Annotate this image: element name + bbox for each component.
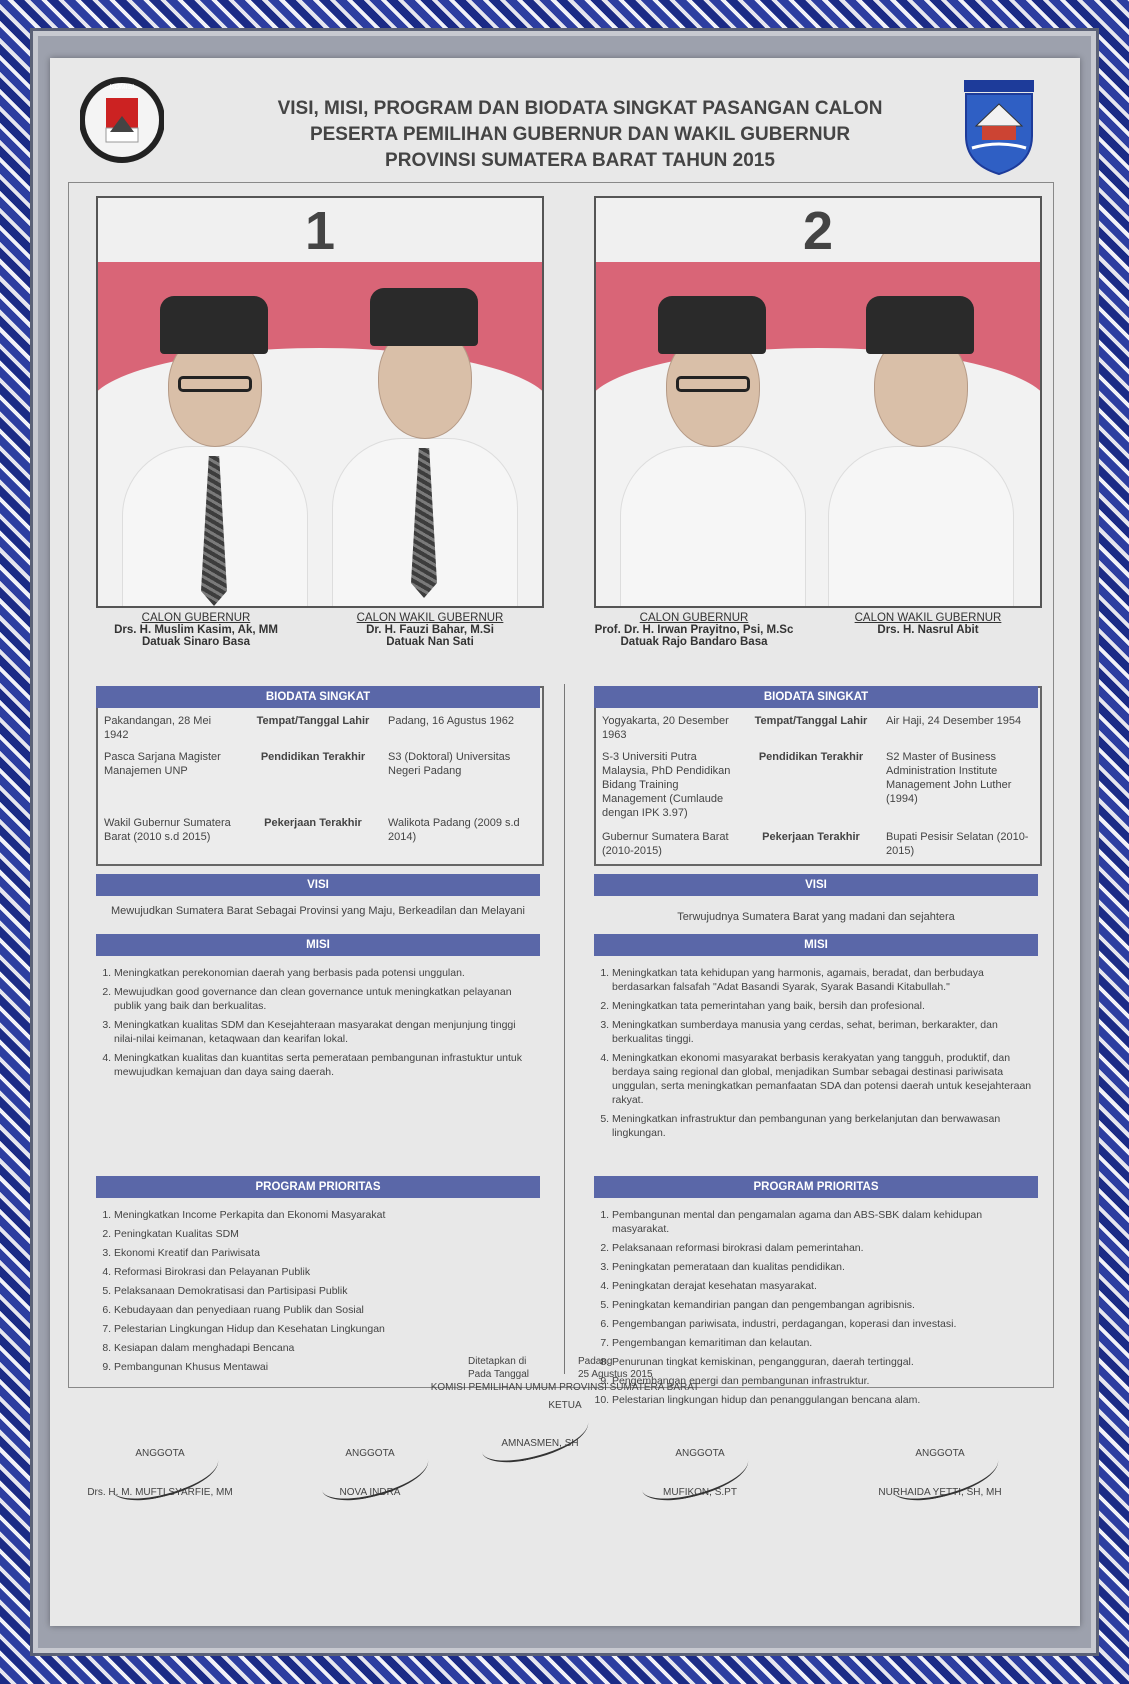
visi-header: VISI <box>594 874 1038 896</box>
wagub-caption <box>320 612 540 648</box>
kpu-org-name: KOMISI PEMILIHAN UMUM PROVINSI SUMATERA BARAT <box>430 1382 700 1393</box>
list-item: 8. Penurunan tingkat kemiskinan, pengangguran, daerah tertinggal. <box>612 1355 1038 1369</box>
list-item: 2. Mewujudkan good governance dan clean governance untuk meningkatkan pelayanan publik yang baik dan berkualitas. <box>114 985 540 1013</box>
list-item: 9. Pembangunan Khusus Mentawai <box>114 1360 540 1374</box>
list-item: 3. Ekonomi Kreatif dan Pariwisata <box>114 1246 540 1260</box>
list-item: 10. Pelestarian lingkungan hidup dan penanggulangan bencana alam. <box>612 1393 1038 1407</box>
misi-list <box>96 966 540 1084</box>
candidate-1-gub-photo <box>128 278 298 608</box>
bio-wagub-value: Bupati Pesisir Selatan (2010-2015) <box>886 831 1029 857</box>
signature-member-2 <box>280 1448 460 1498</box>
bio-gub-value: Pakandangan, 28 Mei 1942 <box>104 715 212 741</box>
role-label: CALON GUBERNUR <box>639 612 749 624</box>
bio-wagub-value: S2 Master of Business Administration Institute Management John Luther (1994) <box>886 751 1012 805</box>
candidate-number: 1 <box>304 201 336 261</box>
list-item: 4. Reformasi Birokrasi dan Pelayanan Publik <box>114 1265 540 1279</box>
visi-header: VISI <box>96 874 540 896</box>
biodata-header: BIODATA SINGKAT <box>594 686 1038 708</box>
candidate-2-gub-photo <box>626 278 796 608</box>
candidate-2-biodata <box>594 686 1042 866</box>
signatory-name: AMNASMEN, SH <box>501 1438 579 1449</box>
role-label: CALON GUBERNUR <box>141 612 251 624</box>
column-divider <box>564 684 565 1374</box>
program-header: PROGRAM PRIORITAS <box>594 1176 1038 1198</box>
candidate-1-biodata <box>96 686 544 866</box>
candidate-2-names <box>594 612 1038 672</box>
title-line-2: PESERTA PEMILIHAN GUBERNUR DAN WAKIL GUBERNUR <box>309 124 851 145</box>
signature-member-4 <box>610 1448 790 1498</box>
candidate-1-wagub-photo <box>338 270 508 608</box>
anggota-label: ANGGOTA <box>345 1448 395 1459</box>
list-item: 2. Meningkatkan tata pemerintahan yang baik, bersih dan profesional. <box>612 999 1038 1013</box>
role-label: CALON WAKIL GUBERNUR <box>356 612 504 624</box>
list-item: 5. Peningkatan kemandirian pangan dan pengembangan agribisnis. <box>612 1298 1038 1312</box>
signature-member-5 <box>850 1448 1030 1498</box>
candidate-1-names <box>96 612 540 672</box>
list-item: 2. Pelaksanaan reformasi birokrasi dalam pemerintahan. <box>612 1241 1038 1255</box>
list-item: 4. Meningkatkan kualitas dan kuantitas serta pemerataan pembangunan infrastuktur untuk mewujudkan kemajuan dan daya saing daerah. <box>114 1051 540 1079</box>
candidate-number: 2 <box>802 201 834 261</box>
bio-label: Pekerjaan Terakhir <box>762 831 860 843</box>
list-item: 3. Peningkatan pemerataan dan kualitas pendidikan. <box>612 1260 1038 1274</box>
poster-title <box>200 96 960 174</box>
list-item: 3. Meningkatkan kualitas SDM dan Kesejahteraan masyarakat dengan menjunjung tinggi nilai-nilai keimanan, ketaqwaan dan kearifan lokal. <box>114 1018 540 1046</box>
visi-text: Mewujudkan Sumatera Barat Sebagai Provinsi yang Maju, Berkeadilan dan Melayani <box>111 905 525 917</box>
poster <box>50 58 1080 1626</box>
list-item: 1. Meningkatkan perekonomian daerah yang berbasis pada potensi unggulan. <box>114 966 540 980</box>
list-item: 6. Pengembangan pariwisata, industri, perdagangan, koperasi dan investasi. <box>612 1317 1038 1331</box>
bio-label: Pendidikan Terakhir <box>758 751 864 763</box>
wagub-caption <box>818 612 1038 636</box>
svg-text:KOMISI: KOMISI <box>109 84 135 91</box>
list-item: 2. Peningkatan Kualitas SDM <box>114 1227 540 1241</box>
tanggal-value: 25 Agustus 2015 <box>578 1369 653 1380</box>
list-item: 7. Pelestarian Lingkungan Hidup dan Kesehatan Lingkungan <box>114 1322 540 1336</box>
list-item: 4. Peningkatan derajat kesehatan masyarakat. <box>612 1279 1038 1293</box>
list-item: 5. Meningkatkan infrastruktur dan pembangunan yang berkelanjutan dan berwawasan lingkungan. <box>612 1112 1038 1140</box>
visi-text: Terwujudnya Sumatera Barat yang madani dan sejahtera <box>677 911 955 923</box>
bio-label: Pendidikan Terakhir <box>260 751 366 763</box>
ditetapkan-value: Padang <box>578 1356 613 1367</box>
candidate-title: Datuak Sinaro Basa <box>141 636 250 648</box>
gub-caption <box>584 612 804 648</box>
bio-label: Tempat/Tanggal Lahir <box>256 715 370 727</box>
candidate-2-photo-panel <box>594 196 1042 608</box>
bio-label: Pekerjaan Terakhir <box>264 817 362 829</box>
signatory-name: MUFIKON, S.PT <box>663 1487 737 1498</box>
signature-ketua <box>450 1438 630 1449</box>
candidate-name: Drs. H. Nasrul Abit <box>877 624 979 636</box>
bio-gub-value: Yogyakarta, 20 Desember 1963 <box>602 715 729 741</box>
misi-header: MISI <box>594 934 1038 956</box>
role-label: CALON WAKIL GUBERNUR <box>854 612 1002 624</box>
kpu-logo <box>80 70 164 174</box>
list-item: 9. Pengembangan energi dan pembangunan infrastruktur. <box>612 1374 1038 1388</box>
gub-caption <box>86 612 306 648</box>
misi-header: MISI <box>96 934 540 956</box>
tanggal-label: Pada Tanggal <box>468 1369 529 1380</box>
misi-list <box>594 966 1038 1145</box>
anggota-label: ANGGOTA <box>135 1448 185 1459</box>
list-item: 1. Pembangunan mental dan pengamalan agama dan ABS-SBK dalam kehidupan masyarakat. <box>612 1208 1038 1236</box>
candidate-1-photo-panel <box>96 196 544 608</box>
candidate-name: Drs. H. Muslim Kasim, Ak, MM <box>114 624 278 636</box>
title-line-1: VISI, MISI, PROGRAM DAN BIODATA SINGKAT PASANGAN CALON <box>277 98 883 119</box>
list-item: 6. Kebudayaan dan penyediaan ruang Publik dan Sosial <box>114 1303 540 1317</box>
candidate-2-wagub-photo <box>834 278 1004 608</box>
signatory-name: Drs. H. M. MUFTI SYARFIE, MM <box>87 1487 233 1498</box>
sumbar-province-logo <box>962 78 1036 176</box>
bio-gub-value: S-3 Universiti Putra Malaysia, PhD Pendidikan Bidang Training Management (Cumlaude dengan IPK 3.97) <box>602 751 731 819</box>
bio-gub-value: Pasca Sarjana Magister Manajemen UNP <box>104 751 221 777</box>
list-item: 5. Pelaksanaan Demokratisasi dan Partisipasi Publik <box>114 1284 540 1298</box>
list-item: 3. Meningkatkan sumberdaya manusia yang cerdas, sehat, beriman, berkarakter, dan berkualitas tinggi. <box>612 1018 1038 1046</box>
ditetapkan-label: Ditetapkan di <box>468 1356 527 1367</box>
bio-label: Tempat/Tanggal Lahir <box>754 715 868 727</box>
bio-gub-value: Wakil Gubernur Sumatera Barat (2010 s.d 2015) <box>104 817 231 843</box>
list-item: 8. Kesiapan dalam menghadapi Bencana <box>114 1341 540 1355</box>
candidate-name: Dr. H. Fauzi Bahar, M.Si <box>366 624 494 636</box>
bio-wagub-value: S3 (Doktoral) Universitas Negeri Padang <box>388 751 511 777</box>
bio-gub-value: Gubernur Sumatera Barat (2010-2015) <box>602 831 729 857</box>
bio-wagub-value: Air Haji, 24 Desember 1954 <box>886 715 1022 727</box>
candidate-title: Datuak Rajo Bandaro Basa <box>620 636 768 648</box>
list-item: 7. Pengembangan kemaritiman dan kelautan. <box>612 1336 1038 1350</box>
bio-wagub-value: Walikota Padang (2009 s.d 2014) <box>388 817 520 843</box>
ketua-label: KETUA <box>548 1400 582 1411</box>
list-item: 1. Meningkatkan Income Perkapita dan Ekonomi Masyarakat <box>114 1208 540 1222</box>
candidate-title: Datuak Nan Sati <box>386 636 474 648</box>
bio-wagub-value: Padang, 16 Agustus 1962 <box>388 715 514 727</box>
program-header: PROGRAM PRIORITAS <box>96 1176 540 1198</box>
program-list <box>96 1208 540 1379</box>
signature-member-1 <box>70 1448 250 1498</box>
title-line-3: PROVINSI SUMATERA BARAT TAHUN 2015 <box>385 150 775 171</box>
biodata-header: BIODATA SINGKAT <box>96 686 540 708</box>
list-item: 1. Meningkatkan tata kehidupan yang harmonis, agamais, beradat, dan berbudaya berdasarkan falsafah "Adat Basandi Syarak, Syarak Basandi Kitabullah." <box>612 966 1038 994</box>
anggota-label: ANGGOTA <box>915 1448 965 1459</box>
candidate-name: Prof. Dr. H. Irwan Prayitno, Psi, M.Sc <box>594 624 794 636</box>
anggota-label: ANGGOTA <box>675 1448 725 1459</box>
signatory-name: NOVA INDRA <box>339 1487 401 1498</box>
signatory-name: NURHAIDA YETTI, SH, MH <box>878 1487 1002 1498</box>
list-item: 4. Meningkatkan ekonomi masyarakat berbasis kerakyatan yang tangguh, produktif, dan berdaya saing regional dan global, menjadikan Sumbar sebagai destinasi pariwisata unggulan, serta meningkatkan pemanfaatan SDA dan potensi daerah untuk kesejahteraan rakyat. <box>612 1051 1038 1107</box>
